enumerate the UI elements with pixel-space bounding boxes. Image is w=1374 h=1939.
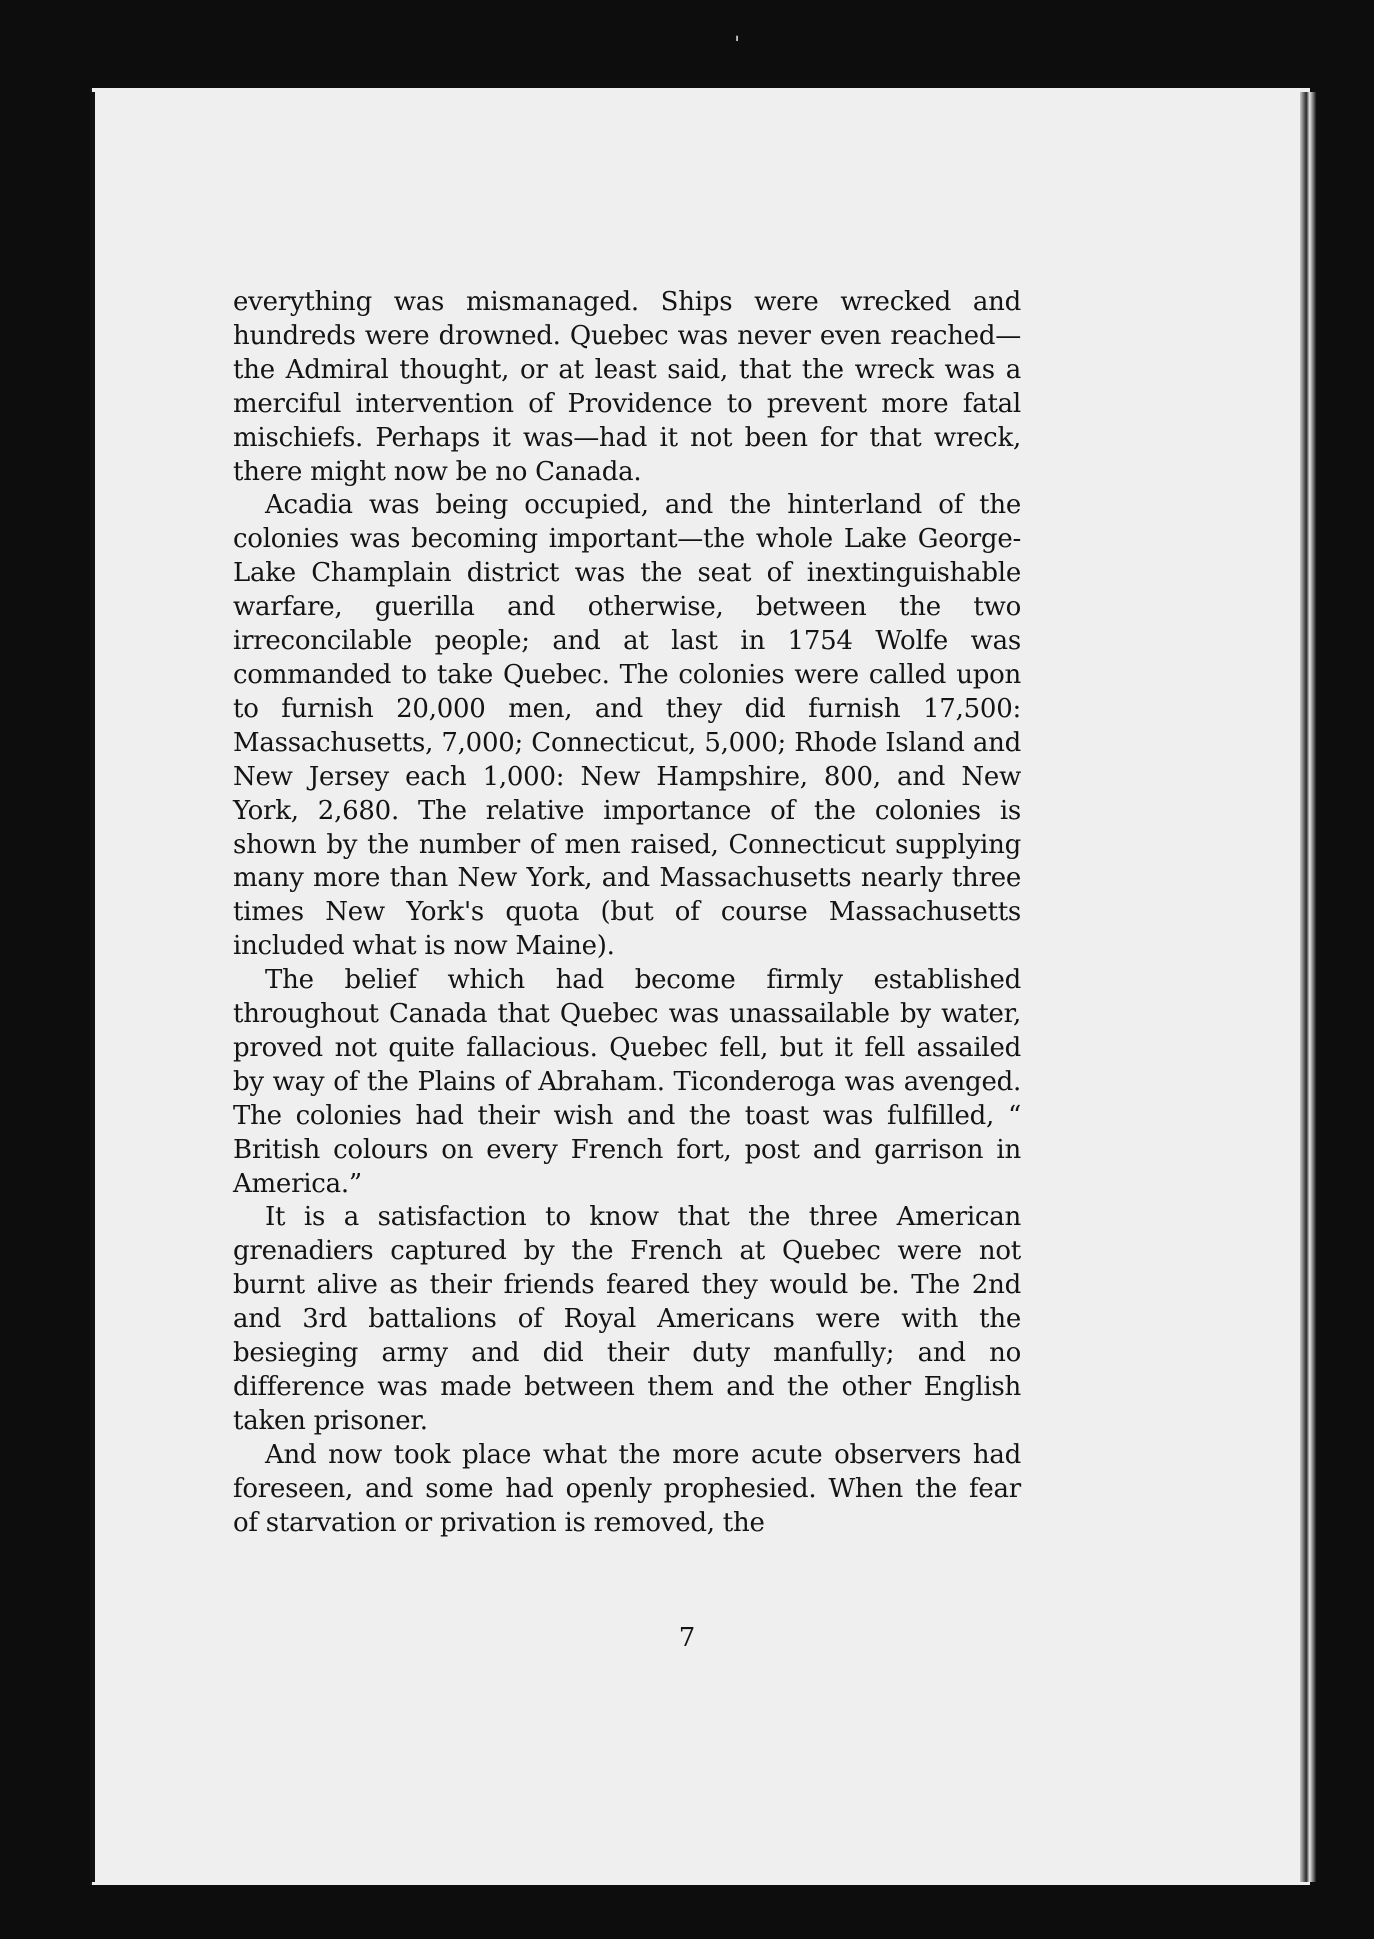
body-text: [233, 286, 1021, 1541]
paragraph: It is a satisfaction to know that the three American grenadiers captured by the French at Quebec were not burnt alive as their friends feared they would be. The 2nd and 3rd battalions of Royal Americans were with the besieging army and did their duty manfully; and no difference was made between them and the other English taken prisoner.: [233, 1202, 1021, 1436]
binding-edge: [90, 92, 95, 1882]
paragraph: everything was mismanaged. Ships were wrecked and hundreds were drowned. Quebec was never even reached—the Admiral thought, or at least said, that the wreck was a merciful intervention of Providence to prevent more fatal mischiefs. Perhaps it was—had it not been for that wreck, there might now be no Canada.: [233, 287, 1021, 487]
paragraph: And now took place what the more acute observers had foreseen, and some had openly prophesied. When the fear of starvation or privation is removed, the: [233, 1439, 1021, 1538]
scan-mark: ˈ: [734, 34, 741, 59]
page-number: 7: [678, 1623, 696, 1653]
page-edge: [1300, 92, 1316, 1882]
paragraph: The belief which had become firmly established throughout Canada that Quebec was unassailable by water, proved not quite fallacious. Quebec fell, but it fell assailed by way of the Plains of Abraham. Ticonderoga was avenged. The colonies had their wish and the toast was fulfilled, “ British colours on every French fort, post and garrison in America.”: [233, 965, 1021, 1199]
paragraph: Acadia was being occupied, and the hinterland of the colonies was becoming important—the whole Lake George-Lake Champlain district was the seat of inextinguishable warfare, guerilla and otherwise, between the two irreconcilable people; and at last in 1754 Wolfe was commanded to take Quebec. The colonies were called upon to furnish 20,000 men, and they did furnish 17,500: Massachusetts, 7,000; Connecticut, 5,000; Rhode Island and New Jersey each 1,000: New Hampshire, 800, and New York, 2,680. The relative importance of the colonies is shown by the number of men raised, Connecticut supplying many more than New York, and Massachusetts nearly three times New York's quota (but of course Massachusetts included what is now Maine).: [233, 490, 1021, 962]
